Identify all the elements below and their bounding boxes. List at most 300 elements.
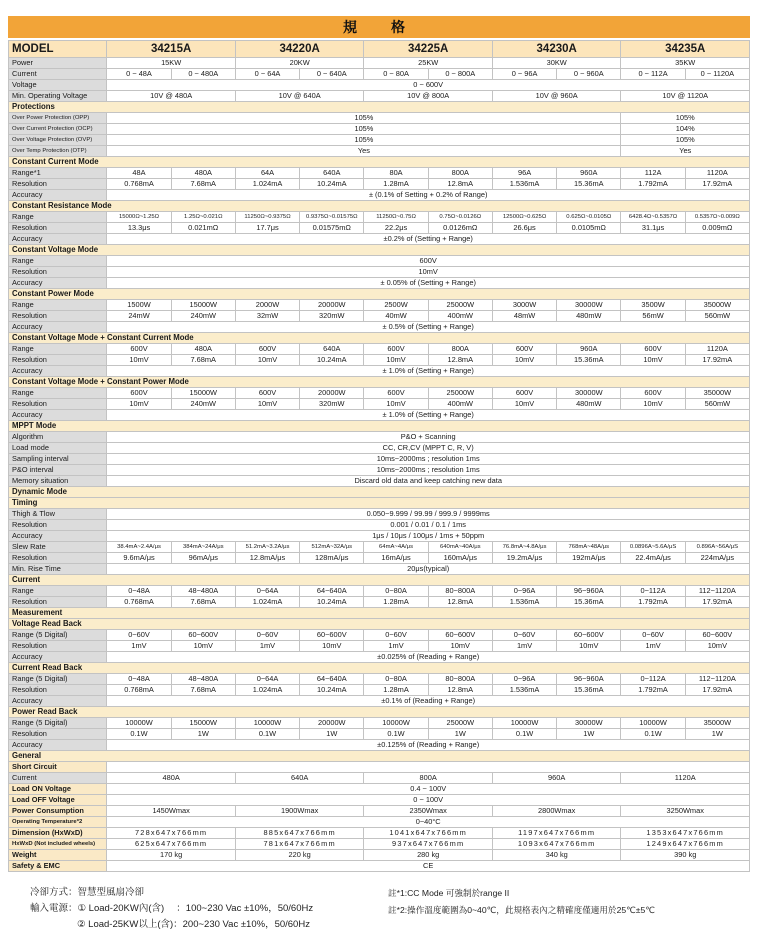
section-row: [9, 289, 750, 300]
spec-row: [9, 432, 750, 443]
row-label: Accuracy: [9, 190, 107, 201]
spec-cell: 10000W: [492, 718, 556, 729]
spec-row: [9, 256, 750, 267]
spec-cell: 0~60V: [107, 630, 171, 641]
spec-cell: 15000Ω~1.25Ω: [107, 212, 171, 223]
spec-cell: 0.625Ω~0.0105Ω: [557, 212, 621, 223]
row-label: Power: [9, 58, 107, 69]
row-label: Range: [9, 256, 107, 267]
spec-cell: 105%: [621, 135, 750, 146]
spec-cell: 240mW: [171, 399, 235, 410]
spec-cell: 600V: [235, 388, 299, 399]
row-label: Resolution: [9, 311, 107, 322]
spec-cell: [107, 762, 750, 773]
row-label: Accuracy: [9, 322, 107, 333]
spec-cell: 17.7μs: [235, 223, 299, 234]
row-label: Resolution: [9, 685, 107, 696]
spec-cell: 600V: [107, 388, 171, 399]
spec-row: [9, 366, 750, 377]
spec-cell: ± 0.05% of (Setting + Range): [107, 278, 750, 289]
spec-cell: 10000W: [364, 718, 428, 729]
spec-cell: 600V: [107, 256, 750, 267]
spec-cell: 15.36mA: [557, 355, 621, 366]
spec-cell: 51.2mA~3.2A/μs: [235, 542, 299, 553]
spec-cell: 1mV: [235, 641, 299, 652]
model-header-row: [9, 41, 750, 58]
spec-cell: 0 ~ 112A: [621, 69, 685, 80]
spec-cell: 0 ~ 600V: [107, 80, 750, 91]
spec-cell: 960A: [557, 344, 621, 355]
spec-cell: ± 1.0% of (Setting + Range): [107, 410, 750, 421]
spec-cell: 12.8mA/μs: [235, 553, 299, 564]
spec-cell: 32mW: [235, 311, 299, 322]
spec-cell: 35000W: [685, 300, 749, 311]
spec-cell: 10mV: [492, 399, 556, 410]
spec-cell: 1249x647x766mm: [621, 839, 750, 850]
spec-row: [9, 553, 750, 564]
spec-cell: 22.4mA/μs: [621, 553, 685, 564]
row-label: Over Current Protection (OCP): [9, 124, 107, 135]
spec-cell: 12.8mA: [428, 179, 492, 190]
row-label: Slew Rate: [9, 542, 107, 553]
model-name-2: 34225A: [364, 41, 493, 58]
spec-row: [9, 454, 750, 465]
spec-cell: 0.009mΩ: [685, 223, 749, 234]
spec-row: [9, 784, 750, 795]
spec-cell: 192mA/μs: [557, 553, 621, 564]
row-label: Range: [9, 344, 107, 355]
spec-cell: 22.2μs: [364, 223, 428, 234]
spec-cell: 0.1W: [364, 729, 428, 740]
spec-cell: 0.4 ~ 100V: [107, 784, 750, 795]
spec-row: [9, 542, 750, 553]
section-header: Measurement: [9, 608, 750, 619]
spec-cell: 1500W: [107, 300, 171, 311]
spec-cell: 48~480A: [171, 674, 235, 685]
spec-cell: 11250Ω~0.9375Ω: [235, 212, 299, 223]
spec-cell: 60~600V: [171, 630, 235, 641]
section-header: Timing: [9, 498, 750, 509]
spec-cell: 0 ~ 640A: [300, 69, 364, 80]
spec-cell: 1.536mA: [492, 685, 556, 696]
spec-row: [9, 641, 750, 652]
input-power-note-1: 輸入電源：① Load-20KW內(含) ：100~230 Vac ±10%，50/60Hz: [30, 903, 314, 915]
spec-cell: 0.75Ω~0.0126Ω: [428, 212, 492, 223]
section-header: Constant Power Mode: [9, 289, 750, 300]
spec-cell: ± 0.5% of (Setting + Range): [107, 322, 750, 333]
row-label: Over Temp Protection (OTP): [9, 146, 107, 157]
spec-cell: 1W: [557, 729, 621, 740]
spec-cell: 10V @ 800A: [364, 91, 493, 102]
section-header: Constant Voltage Mode: [9, 245, 750, 256]
spec-cell: 600V: [107, 344, 171, 355]
spec-row: [9, 674, 750, 685]
spec-cell: 15.36mA: [557, 597, 621, 608]
spec-cell: 0 ~ 64A: [235, 69, 299, 80]
section-row: [9, 421, 750, 432]
spec-cell: 35000W: [685, 388, 749, 399]
row-label: Resolution: [9, 553, 107, 564]
row-label: Range: [9, 388, 107, 399]
spec-cell: 1W: [685, 729, 749, 740]
spec-cell: 96mA/μs: [171, 553, 235, 564]
spec-row: [9, 652, 750, 663]
spec-cell: 1mV: [364, 641, 428, 652]
section-header: Constant Voltage Mode + Constant Current Mode: [9, 333, 750, 344]
spec-cell: 24mW: [107, 311, 171, 322]
note-2: 註*2:操作溫度範圍為0~40℃，此規格表內之精確度僅適用於25℃±5℃: [388, 905, 655, 916]
spec-cell: ± 1.0% of (Setting + Range): [107, 366, 750, 377]
spec-cell: 10mV: [364, 399, 428, 410]
spec-cell: 12500Ω~0.625Ω: [492, 212, 556, 223]
spec-cell: 25KW: [364, 58, 493, 69]
spec-cell: 0~80A: [364, 586, 428, 597]
row-label: Algorithm: [9, 432, 107, 443]
spec-cell: 19.2mA/μs: [492, 553, 556, 564]
section-header: Voltage Read Back: [9, 619, 750, 630]
spec-cell: 480A: [107, 773, 236, 784]
spec-cell: 728x647x766mm: [107, 828, 236, 839]
spec-cell: 1W: [171, 729, 235, 740]
row-label: Over Power Protection (OPP): [9, 113, 107, 124]
spec-cell: 10mV: [492, 355, 556, 366]
spec-cell: 17.92mA: [685, 179, 749, 190]
row-label: Current: [9, 773, 107, 784]
spec-cell: 128mA/μs: [300, 553, 364, 564]
section-row: [9, 608, 750, 619]
spec-cell: 1450Wmax: [107, 806, 236, 817]
spec-cell: 320mW: [300, 399, 364, 410]
spec-cell: 96~960A: [557, 586, 621, 597]
section-header: Protections: [9, 102, 750, 113]
row-label: Accuracy: [9, 652, 107, 663]
spec-cell: 15KW: [107, 58, 236, 69]
spec-cell: 0.001 / 0.01 / 0.1 / 1ms: [107, 520, 750, 531]
section-row: [9, 663, 750, 674]
spec-cell: 64~640A: [300, 586, 364, 597]
spec-cell: 0.050~9.999 / 99.99 / 999.9 / 9999ms: [107, 509, 750, 520]
spec-row: [9, 586, 750, 597]
spec-cell: Discard old data and keep catching new data: [107, 476, 750, 487]
spec-cell: 1.792mA: [621, 685, 685, 696]
row-label: Over Voltage Protection (OVP): [9, 135, 107, 146]
spec-cell: 0.0105mΩ: [557, 223, 621, 234]
spec-row: [9, 212, 750, 223]
spec-cell: 1353x647x766mm: [621, 828, 750, 839]
spec-row: [9, 124, 750, 135]
row-label: Weight: [9, 850, 107, 861]
spec-row: [9, 80, 750, 91]
spec-cell: 480A: [171, 344, 235, 355]
spec-row: [9, 443, 750, 454]
section-row: [9, 751, 750, 762]
row-label: Range (5 Digital): [9, 630, 107, 641]
spec-cell: 1041x647x766mm: [364, 828, 493, 839]
spec-cell: 10V @ 480A: [107, 91, 236, 102]
spec-cell: 0~96A: [492, 674, 556, 685]
spec-cell: 10mV: [300, 641, 364, 652]
spec-cell: 64mA~4A/μs: [364, 542, 428, 553]
spec-cell: 600V: [364, 388, 428, 399]
spec-row: [9, 223, 750, 234]
row-label: Sampling interval: [9, 454, 107, 465]
spec-cell: 48A: [107, 168, 171, 179]
spec-cell: 10.24mA: [300, 597, 364, 608]
spec-cell: 10ms~2000ms ; resolution 1ms: [107, 465, 750, 476]
spec-cell: 0 ~ 96A: [492, 69, 556, 80]
spec-cell: 560mW: [685, 311, 749, 322]
spec-cell: 1120A: [685, 168, 749, 179]
spec-table-body: [9, 41, 750, 872]
section-row: [9, 575, 750, 586]
spec-cell: 0~96A: [492, 586, 556, 597]
spec-row: [9, 278, 750, 289]
spec-cell: 15000W: [171, 388, 235, 399]
section-header: Constant Voltage Mode + Constant Power Mode: [9, 377, 750, 388]
row-label: Dimension (HxWxD): [9, 828, 107, 839]
spec-cell: 30000W: [557, 718, 621, 729]
spec-cell: 960A: [492, 773, 621, 784]
spec-cell: 112~1120A: [685, 674, 749, 685]
spec-cell: 800A: [428, 344, 492, 355]
row-label: Accuracy: [9, 740, 107, 751]
spec-cell: 1mV: [107, 641, 171, 652]
spec-cell: 340 kg: [492, 850, 621, 861]
row-label: Resolution: [9, 641, 107, 652]
spec-cell: 60~600V: [300, 630, 364, 641]
section-header: Current Read Back: [9, 663, 750, 674]
spec-cell: 80A: [364, 168, 428, 179]
spec-row: [9, 762, 750, 773]
spec-cell: 160mA/μs: [428, 553, 492, 564]
section-row: [9, 377, 750, 388]
spec-cell: 0~64A: [235, 586, 299, 597]
spec-cell: 0 ~ 800A: [428, 69, 492, 80]
spec-row: [9, 311, 750, 322]
spec-cell: 10mV: [364, 355, 428, 366]
spec-cell: 12.8mA: [428, 685, 492, 696]
spec-cell: 25000W: [428, 300, 492, 311]
spec-cell: 384mA~24A/μs: [171, 542, 235, 553]
spec-cell: 640A: [300, 168, 364, 179]
spec-cell: 400mW: [428, 399, 492, 410]
row-label: Resolution: [9, 179, 107, 190]
spec-cell: 800A: [428, 168, 492, 179]
row-label: Range*1: [9, 168, 107, 179]
spec-cell: 937x647x766mm: [364, 839, 493, 850]
spec-cell: 112~1120A: [685, 586, 749, 597]
spec-cell: CC, CR,CV (MPPT C, R, V): [107, 443, 750, 454]
row-label: Safety & EMC: [9, 861, 107, 872]
spec-cell: 768mA~48A/μs: [557, 542, 621, 553]
spec-cell: 56mW: [621, 311, 685, 322]
spec-row: [9, 399, 750, 410]
section-header: Dynamic Mode: [9, 487, 750, 498]
spec-cell: 10.24mA: [300, 685, 364, 696]
spec-cell: 20000W: [300, 388, 364, 399]
spec-row: [9, 839, 750, 850]
spec-cell: 0.1W: [107, 729, 171, 740]
model-header-label: MODEL: [9, 41, 107, 58]
spec-row: [9, 234, 750, 245]
spec-cell: 48~480A: [171, 586, 235, 597]
spec-row: [9, 58, 750, 69]
spec-cell: 10mV: [621, 399, 685, 410]
spec-cell: 512mA~32A/μs: [300, 542, 364, 553]
spec-row: [9, 168, 750, 179]
row-label: Voltage: [9, 80, 107, 91]
spec-cell: 10mV: [235, 399, 299, 410]
spec-row: [9, 410, 750, 421]
spec-cell: 17.92mA: [685, 355, 749, 366]
row-label: Range: [9, 212, 107, 223]
row-label: Accuracy: [9, 531, 107, 542]
spec-cell: 0 ~ 100V: [107, 795, 750, 806]
spec-cell: 0~112A: [621, 674, 685, 685]
spec-row: [9, 388, 750, 399]
spec-cell: 10mV: [107, 399, 171, 410]
spec-cell: 3500W: [621, 300, 685, 311]
spec-cell: 0 ~ 48A: [107, 69, 171, 80]
spec-cell: 0~60V: [235, 630, 299, 641]
spec-row: [9, 355, 750, 366]
spec-cell: Yes: [621, 146, 750, 157]
spec-cell: 0.1W: [235, 729, 299, 740]
spec-cell: 76.8mA~4.8A/μs: [492, 542, 556, 553]
spec-row: [9, 828, 750, 839]
section-row: [9, 245, 750, 256]
spec-cell: 15.36mA: [557, 179, 621, 190]
spec-row: [9, 564, 750, 575]
spec-cell: 390 kg: [621, 850, 750, 861]
spec-cell: 15000W: [171, 300, 235, 311]
input-power-note-2: ② Load-25KW以上(含)：200~230 Vac ±10%，50/60Hz: [77, 919, 310, 931]
spec-cell: 0.1W: [492, 729, 556, 740]
spec-row: [9, 520, 750, 531]
spec-cell: 600V: [235, 344, 299, 355]
spec-cell: ±0.025% of (Reading + Range): [107, 652, 750, 663]
spec-cell: 1120A: [685, 344, 749, 355]
spec-row: [9, 69, 750, 80]
spec-cell: 10.24mA: [300, 355, 364, 366]
spec-cell: 2800Wmax: [492, 806, 621, 817]
spec-cell: 64A: [235, 168, 299, 179]
spec-cell: 12.8mA: [428, 355, 492, 366]
spec-cell: 40mW: [364, 311, 428, 322]
spec-row: [9, 465, 750, 476]
spec-cell: 17.92mA: [685, 597, 749, 608]
spec-cell: 0.5357Ω~0.009Ω: [685, 212, 749, 223]
spec-cell: 1mV: [492, 641, 556, 652]
row-label: Power Consumption: [9, 806, 107, 817]
spec-cell: 26.6μs: [492, 223, 556, 234]
row-label: Resolution: [9, 597, 107, 608]
spec-row: [9, 91, 750, 102]
spec-cell: 0.768mA: [107, 179, 171, 190]
spec-cell: 15000W: [171, 718, 235, 729]
spec-cell: 640mA~40A/μs: [428, 542, 492, 553]
spec-cell: 0~112A: [621, 586, 685, 597]
row-label: Resolution: [9, 267, 107, 278]
spec-cell: 2500W: [364, 300, 428, 311]
spec-cell: 224mA/μs: [685, 553, 749, 564]
spec-cell: 12.8mA: [428, 597, 492, 608]
spec-cell: 625x647x766mm: [107, 839, 236, 850]
spec-cell: 240mW: [171, 311, 235, 322]
section-header: General: [9, 751, 750, 762]
spec-cell: 30KW: [492, 58, 621, 69]
spec-cell: 10mV: [235, 355, 299, 366]
spec-cell: 1mV: [621, 641, 685, 652]
row-label: Load ON Voltage: [9, 784, 107, 795]
spec-cell: 25000W: [428, 718, 492, 729]
spec-cell: CE: [107, 861, 750, 872]
spec-cell: 1μs / 10μs / 100μs / 1ms + 50ppm: [107, 531, 750, 542]
spec-cell: 13.3μs: [107, 223, 171, 234]
row-label: Operating Temperature*2: [9, 817, 107, 828]
row-label: Min. Operating Voltage: [9, 91, 107, 102]
spec-cell: 7.68mA: [171, 179, 235, 190]
spec-row: [9, 531, 750, 542]
section-header: Power Read Back: [9, 707, 750, 718]
model-name-3: 34230A: [492, 41, 621, 58]
spec-cell: 480mW: [557, 399, 621, 410]
spec-cell: 105%: [107, 124, 621, 135]
spec-cell: 60~600V: [685, 630, 749, 641]
row-label: Accuracy: [9, 410, 107, 421]
spec-cell: 1.536mA: [492, 597, 556, 608]
spec-cell: 35KW: [621, 58, 750, 69]
spec-cell: 7.68mA: [171, 685, 235, 696]
spec-cell: 30000W: [557, 388, 621, 399]
footnote-right-block: [388, 885, 655, 933]
spec-cell: 0~60V: [492, 630, 556, 641]
spec-cell: 10mV: [107, 355, 171, 366]
spec-cell: 1.25Ω~0.021Ω: [171, 212, 235, 223]
spec-cell: 960A: [557, 168, 621, 179]
spec-cell: 800A: [364, 773, 493, 784]
spec-cell: 0.0126mΩ: [428, 223, 492, 234]
row-label: Short Circuit: [9, 762, 107, 773]
row-label: Load mode: [9, 443, 107, 454]
spec-cell: 0 ~ 80A: [364, 69, 428, 80]
spec-cell: 7.68mA: [171, 355, 235, 366]
row-label: Thigh & Tlow: [9, 509, 107, 520]
spec-row: [9, 685, 750, 696]
spec-cell: 0.021mΩ: [171, 223, 235, 234]
spec-cell: 1.024mA: [235, 597, 299, 608]
spec-cell: 60~600V: [428, 630, 492, 641]
spec-cell: 0~64A: [235, 674, 299, 685]
spec-cell: 20KW: [235, 58, 364, 69]
spec-table: [8, 40, 750, 872]
spec-cell: 781x647x766mm: [235, 839, 364, 850]
spec-row: [9, 146, 750, 157]
spec-row: [9, 630, 750, 641]
spec-cell: 0.01575mΩ: [300, 223, 364, 234]
section-row: [9, 487, 750, 498]
spec-cell: 16mA/μs: [364, 553, 428, 564]
spec-row: [9, 696, 750, 707]
cooling-note: 冷卻方式：智慧型風扇冷卻: [30, 887, 145, 898]
spec-cell: 10000W: [235, 718, 299, 729]
spec-cell: 10mV: [171, 641, 235, 652]
spec-row: [9, 718, 750, 729]
spec-cell: 7.68mA: [171, 597, 235, 608]
spec-cell: ±0.1% of (Reading + Range): [107, 696, 750, 707]
spec-row: [9, 179, 750, 190]
spec-cell: 560mW: [685, 399, 749, 410]
